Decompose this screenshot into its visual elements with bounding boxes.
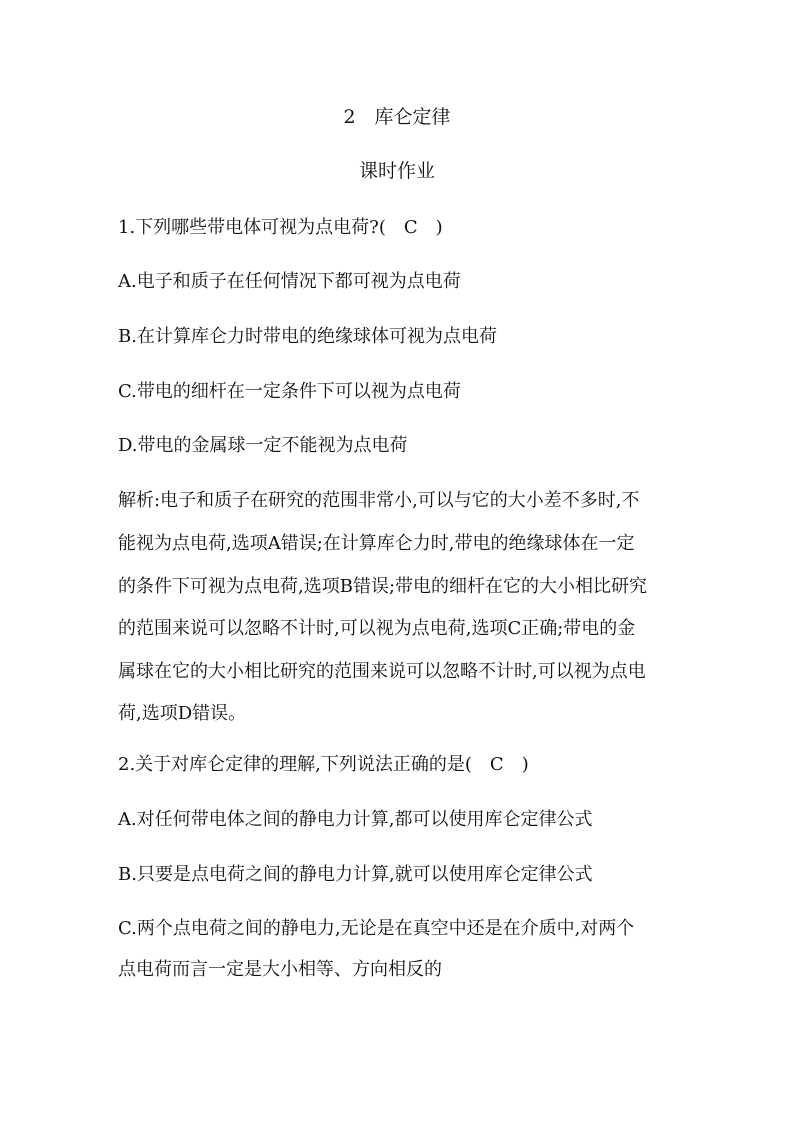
- question-1-option-c: C.带电的细杆在一定条件下可以视为点电荷: [118, 381, 461, 402]
- question-2-option-b: B.只要是点电荷之间的静电力计算,就可以使用库仑定律公式: [118, 864, 593, 885]
- question-1-option-b: B.在计算库仑力时带电的绝缘球体可视为点电荷: [118, 326, 497, 347]
- section-title: 2 库仑定律: [343, 106, 451, 128]
- section-subtitle: 课时作业: [358, 160, 435, 182]
- question-1-option-a: A.电子和质子在任何情况下都可视为点电荷: [118, 271, 461, 292]
- question-2-stem: 2.关于对库仑定律的理解,下列说法正确的是( C ): [118, 754, 529, 775]
- analysis-line-3: 的条件下可视为点电荷,选项B错误;带电的细杆在它的大小相比研究: [118, 576, 648, 597]
- question-2-option-c-line-1: C.两个点电荷之间的静电力,无论是在真空中还是在介质中,对两个: [118, 918, 635, 939]
- question-2-option-a: A.对任何带电体之间的静电力计算,都可以使用库仑定律公式: [118, 809, 593, 830]
- analysis-line-1: 解析:电子和质子在研究的范围非常小,可以与它的大小差不多时,不: [118, 490, 640, 511]
- question-2-option-c-line-2: 点电荷而言一定是大小相等、方向相反的: [118, 959, 442, 980]
- analysis-line-6: 荷,选项D错误。: [118, 703, 247, 724]
- question-1-stem: 1.下列哪些带电体可视为点电荷?( C ): [118, 217, 443, 238]
- question-1-option-d: D.带电的金属球一定不能视为点电荷: [118, 435, 408, 456]
- analysis-line-4: 的范围来说可以忽略不计时,可以视为点电荷,选项C正确;带电的金: [118, 618, 636, 639]
- analysis-line-2: 能视为点电荷,选项A错误;在计算库仑力时,带电的绝缘球体在一定: [118, 533, 635, 554]
- analysis-line-5: 属球在它的大小相比研究的范围来说可以忽略不计时,可以视为点电: [118, 661, 646, 682]
